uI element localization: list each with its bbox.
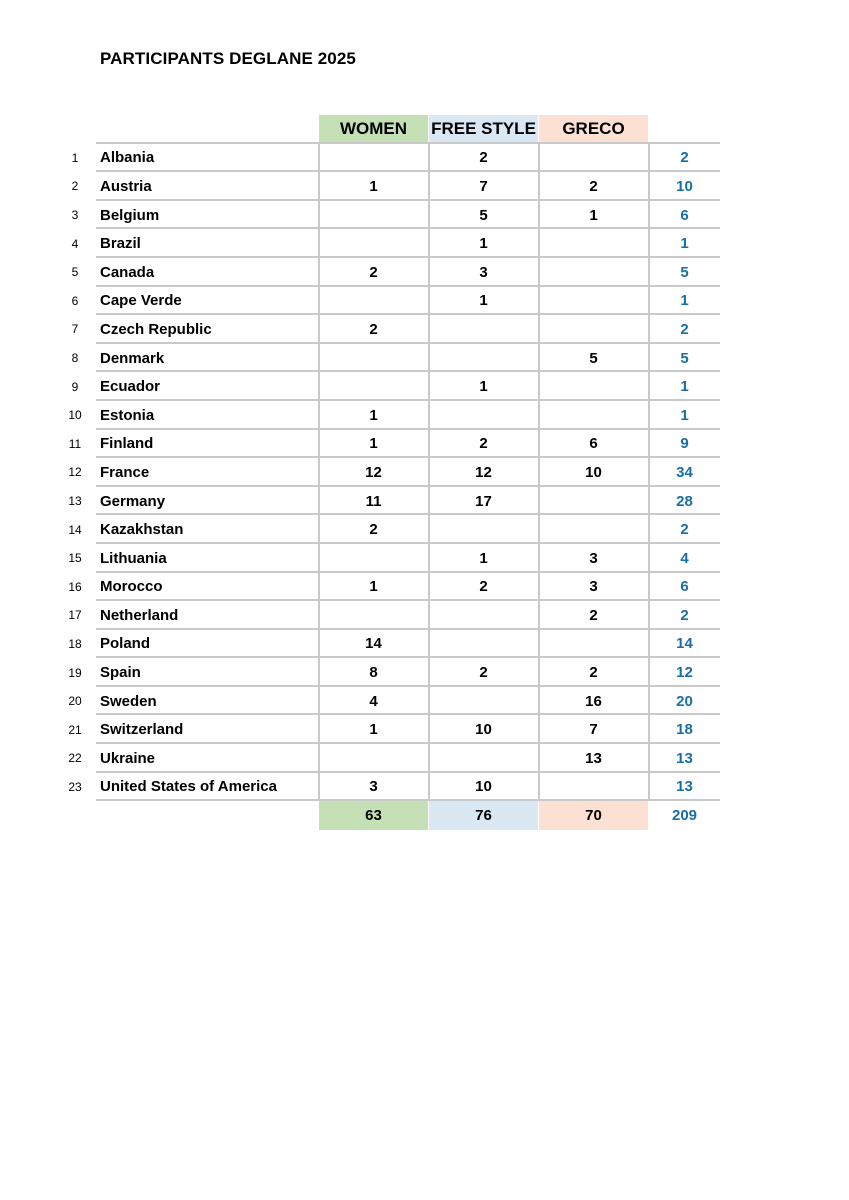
- column-divider: [648, 458, 650, 487]
- column-divider: [318, 601, 320, 630]
- column-divider: [648, 630, 650, 659]
- greco-count: 6: [589, 435, 598, 453]
- table-row: [0, 515, 849, 544]
- country-name: Kazakhstan: [100, 521, 184, 539]
- country-name: Poland: [100, 635, 151, 653]
- column-divider: [538, 372, 540, 401]
- column-divider: [538, 430, 540, 459]
- table-row: [0, 601, 849, 630]
- row-total: 18: [676, 721, 693, 739]
- column-divider: [648, 172, 650, 201]
- greco-count: 1: [589, 206, 598, 224]
- free-style-count: [429, 687, 538, 716]
- column-divider: [428, 658, 430, 687]
- column-divider: [428, 287, 430, 316]
- table-row: [0, 372, 849, 401]
- column-divider: [318, 372, 320, 401]
- greco-count: 2: [589, 177, 598, 195]
- column-divider: [428, 258, 430, 287]
- row-total: 20: [676, 692, 693, 710]
- column-divider: [538, 487, 540, 516]
- column-divider: [648, 658, 650, 687]
- header-total: [649, 115, 720, 142]
- free-style-count: [429, 744, 538, 773]
- column-divider: [648, 744, 650, 773]
- page-title: PARTICIPANTS DEGLANE 2025: [100, 49, 356, 68]
- column-divider: [428, 573, 430, 602]
- column-divider: [318, 630, 320, 659]
- country-name: Brazil: [100, 235, 141, 253]
- row-number: 6: [71, 293, 79, 308]
- free-style-count: 1: [479, 235, 488, 253]
- column-divider: [318, 144, 320, 173]
- greco-count: 13: [585, 749, 602, 767]
- row-total: 6: [680, 578, 689, 596]
- table-row: [0, 630, 849, 659]
- country-name: Ecuador: [100, 378, 161, 396]
- column-divider: [428, 458, 430, 487]
- row-total: 5: [680, 349, 689, 367]
- country-name: Denmark: [100, 349, 165, 367]
- row-number: 14: [68, 522, 82, 537]
- column-divider: [538, 630, 540, 659]
- row-number: 9: [71, 379, 79, 394]
- country-name: Netherland: [100, 606, 179, 624]
- row-total: 4: [680, 549, 689, 567]
- column-divider: [428, 630, 430, 659]
- column-divider: [428, 201, 430, 230]
- column-divider: [648, 687, 650, 716]
- women-count: 1: [369, 435, 378, 453]
- greco-count: [539, 487, 648, 516]
- row-total: 10: [676, 177, 693, 195]
- greco-count: [539, 401, 648, 430]
- greco-count: 16: [585, 692, 602, 710]
- free-style-count: 2: [479, 664, 488, 682]
- row-number: 21: [68, 722, 82, 737]
- greco-count: [539, 315, 648, 344]
- column-divider: [318, 344, 320, 373]
- greco-count: [539, 144, 648, 173]
- women-count: 2: [369, 521, 378, 539]
- country-name: Morocco: [100, 578, 163, 596]
- column-divider: [648, 315, 650, 344]
- women-count: [319, 287, 428, 316]
- column-divider: [538, 229, 540, 258]
- column-divider: [538, 287, 540, 316]
- column-divider: [648, 258, 650, 287]
- column-divider: [318, 487, 320, 516]
- country-name: Austria: [100, 177, 152, 195]
- free-style-count: [429, 515, 538, 544]
- free-style-count: [429, 315, 538, 344]
- table-row: [0, 658, 849, 687]
- column-divider: [648, 573, 650, 602]
- country-name: Belgium: [100, 206, 160, 224]
- row-number: 5: [71, 265, 79, 280]
- column-divider: [538, 658, 540, 687]
- row-number: 23: [68, 779, 82, 794]
- column-divider: [318, 201, 320, 230]
- women-count: 1: [369, 177, 378, 195]
- row-number: 12: [68, 465, 82, 480]
- column-divider: [428, 401, 430, 430]
- column-divider: [318, 287, 320, 316]
- women-count: 8: [369, 664, 378, 682]
- total-greco: 70: [539, 801, 648, 830]
- column-divider: [428, 144, 430, 173]
- header-free-style: FREE STYLE: [429, 115, 538, 142]
- table-row: [0, 544, 849, 573]
- column-divider: [648, 715, 650, 744]
- column-divider: [538, 315, 540, 344]
- country-name: Albania: [100, 149, 155, 167]
- column-divider: [538, 344, 540, 373]
- women-count: [319, 744, 428, 773]
- greco-count: 3: [589, 549, 598, 567]
- greco-count: 2: [589, 664, 598, 682]
- free-style-count: 2: [479, 578, 488, 596]
- greco-count: 5: [589, 349, 598, 367]
- header-women: WOMEN: [319, 115, 428, 142]
- column-divider: [538, 601, 540, 630]
- free-style-count: [429, 630, 538, 659]
- column-divider: [318, 744, 320, 773]
- column-divider: [648, 229, 650, 258]
- country-name: Germany: [100, 492, 166, 510]
- row-number: 18: [68, 636, 82, 651]
- row-total: 9: [680, 435, 689, 453]
- column-divider: [318, 229, 320, 258]
- free-style-count: [429, 601, 538, 630]
- country-name: Cape Verde: [100, 292, 182, 310]
- column-divider: [318, 458, 320, 487]
- women-count: [319, 344, 428, 373]
- grand-total: 209: [671, 807, 698, 825]
- column-divider: [648, 430, 650, 459]
- row-number: 22: [68, 751, 82, 766]
- free-style-count: 2: [479, 435, 488, 453]
- greco-count: [539, 372, 648, 401]
- column-divider: [428, 487, 430, 516]
- column-divider: [538, 144, 540, 173]
- row-number: 2: [71, 179, 79, 194]
- row-total: 6: [680, 206, 689, 224]
- free-style-count: 1: [479, 292, 488, 310]
- country-name: Lithuania: [100, 549, 167, 567]
- column-divider: [428, 773, 430, 802]
- column-divider: [538, 544, 540, 573]
- women-count: 4: [369, 692, 378, 710]
- row-total: 2: [680, 149, 689, 167]
- row-total: 14: [676, 635, 693, 653]
- table-row: [0, 287, 849, 316]
- country-name: United States of America: [100, 778, 277, 796]
- total-free-style: 76: [429, 801, 538, 830]
- row-total: 1: [680, 292, 689, 310]
- column-divider: [648, 144, 650, 173]
- greco-count: [539, 515, 648, 544]
- column-divider: [428, 601, 430, 630]
- column-divider: [318, 315, 320, 344]
- column-divider: [318, 258, 320, 287]
- table-row: [0, 715, 849, 744]
- column-divider: [318, 401, 320, 430]
- greco-count: [539, 258, 648, 287]
- column-divider: [538, 172, 540, 201]
- row-number: 4: [71, 236, 79, 251]
- column-divider: [648, 487, 650, 516]
- country-name: Sweden: [100, 692, 157, 710]
- table-row: [0, 344, 849, 373]
- table-row: [0, 573, 849, 602]
- country-name: Finland: [100, 435, 154, 453]
- column-divider: [318, 773, 320, 802]
- column-divider: [428, 430, 430, 459]
- table-body: [0, 144, 849, 802]
- women-count: 1: [369, 721, 378, 739]
- row-number: 15: [68, 551, 82, 566]
- column-divider: [318, 687, 320, 716]
- row-total: 12: [676, 664, 693, 682]
- column-divider: [428, 744, 430, 773]
- women-count: 2: [369, 320, 378, 338]
- country-name: France: [100, 463, 150, 481]
- column-divider: [538, 401, 540, 430]
- table-row: [0, 315, 849, 344]
- country-name: Czech Republic: [100, 320, 212, 338]
- row-total: 1: [680, 406, 689, 424]
- greco-count: 2: [589, 606, 598, 624]
- column-divider: [648, 401, 650, 430]
- column-divider: [648, 601, 650, 630]
- column-divider: [538, 744, 540, 773]
- column-divider: [648, 515, 650, 544]
- column-divider: [648, 544, 650, 573]
- column-divider: [428, 372, 430, 401]
- country-name: Canada: [100, 263, 155, 281]
- column-divider: [538, 258, 540, 287]
- column-divider: [428, 515, 430, 544]
- participants-table: [0, 115, 849, 830]
- women-count: 1: [369, 578, 378, 596]
- country-name: Estonia: [100, 406, 155, 424]
- row-number: 20: [68, 694, 82, 709]
- column-divider: [538, 201, 540, 230]
- row-number: 17: [68, 608, 82, 623]
- row-total: 5: [680, 263, 689, 281]
- women-count: [319, 201, 428, 230]
- column-divider: [538, 573, 540, 602]
- free-style-count: 10: [475, 721, 492, 739]
- table-row: [0, 144, 849, 173]
- women-count: 1: [369, 406, 378, 424]
- table-header: [0, 115, 849, 144]
- table-row: [0, 773, 849, 802]
- country-name: Ukraine: [100, 749, 156, 767]
- free-style-count: 1: [479, 378, 488, 396]
- table-row: [0, 744, 849, 773]
- country-name: Spain: [100, 664, 141, 682]
- free-style-count: 2: [479, 149, 488, 167]
- column-divider: [318, 715, 320, 744]
- row-total: 13: [676, 778, 693, 796]
- row-number: 19: [68, 665, 82, 680]
- women-count: 12: [365, 463, 382, 481]
- women-count: [319, 372, 428, 401]
- column-divider: [428, 715, 430, 744]
- row-total: 1: [680, 378, 689, 396]
- row-total: 2: [680, 521, 689, 539]
- women-count: [319, 601, 428, 630]
- column-divider: [318, 573, 320, 602]
- column-divider: [538, 458, 540, 487]
- column-divider: [538, 687, 540, 716]
- row-number: 8: [71, 351, 79, 366]
- column-divider: [538, 715, 540, 744]
- total-women: 63: [319, 801, 428, 830]
- row-total: 2: [680, 320, 689, 338]
- column-divider: [428, 544, 430, 573]
- women-count: [319, 229, 428, 258]
- women-count: 11: [365, 492, 382, 510]
- greco-count: [539, 229, 648, 258]
- table-row: [0, 172, 849, 201]
- greco-count: 10: [585, 463, 602, 481]
- column-divider: [318, 172, 320, 201]
- free-style-count: 5: [479, 206, 488, 224]
- row-number: 11: [68, 436, 82, 451]
- greco-count: [539, 773, 648, 802]
- header-greco: GRECO: [539, 115, 648, 142]
- free-style-count: 12: [475, 463, 492, 481]
- women-count: 14: [365, 635, 382, 653]
- row-total: 2: [680, 606, 689, 624]
- row-number: 16: [68, 579, 82, 594]
- table-row: [0, 487, 849, 516]
- column-divider: [428, 344, 430, 373]
- table-row: [0, 430, 849, 459]
- column-divider: [428, 172, 430, 201]
- women-count: 2: [369, 263, 378, 281]
- free-style-count: 10: [475, 778, 492, 796]
- row-total: 28: [676, 492, 693, 510]
- row-number: 13: [68, 494, 82, 509]
- free-style-count: [429, 401, 538, 430]
- table-row: [0, 258, 849, 287]
- row-total: 13: [676, 749, 693, 767]
- table-row: [0, 458, 849, 487]
- women-count: 3: [369, 778, 378, 796]
- free-style-count: 17: [475, 492, 492, 510]
- table-row: [0, 201, 849, 230]
- greco-count: 7: [589, 721, 598, 739]
- row-total: 1: [680, 235, 689, 253]
- table-row: [0, 229, 849, 258]
- column-divider: [428, 687, 430, 716]
- free-style-count: 7: [479, 177, 488, 195]
- column-divider: [648, 372, 650, 401]
- table-row: [0, 401, 849, 430]
- row-number: 7: [71, 322, 79, 337]
- free-style-count: 1: [479, 549, 488, 567]
- totals-row: [0, 801, 849, 830]
- column-divider: [318, 515, 320, 544]
- row-number: 10: [68, 408, 82, 423]
- column-divider: [428, 229, 430, 258]
- greco-count: 3: [589, 578, 598, 596]
- women-count: [319, 144, 428, 173]
- free-style-count: 3: [479, 263, 488, 281]
- column-divider: [318, 658, 320, 687]
- column-divider: [538, 515, 540, 544]
- column-divider: [648, 287, 650, 316]
- column-divider: [318, 544, 320, 573]
- row-total: 34: [676, 463, 693, 481]
- row-number: 1: [71, 150, 79, 165]
- greco-count: [539, 630, 648, 659]
- row-number: 3: [71, 208, 79, 223]
- column-divider: [648, 201, 650, 230]
- column-divider: [428, 315, 430, 344]
- women-count: [319, 544, 428, 573]
- country-name: Switzerland: [100, 721, 184, 739]
- column-divider: [318, 430, 320, 459]
- column-divider: [538, 773, 540, 802]
- column-divider: [648, 344, 650, 373]
- greco-count: [539, 287, 648, 316]
- free-style-count: [429, 344, 538, 373]
- column-divider: [648, 773, 650, 802]
- table-row: [0, 687, 849, 716]
